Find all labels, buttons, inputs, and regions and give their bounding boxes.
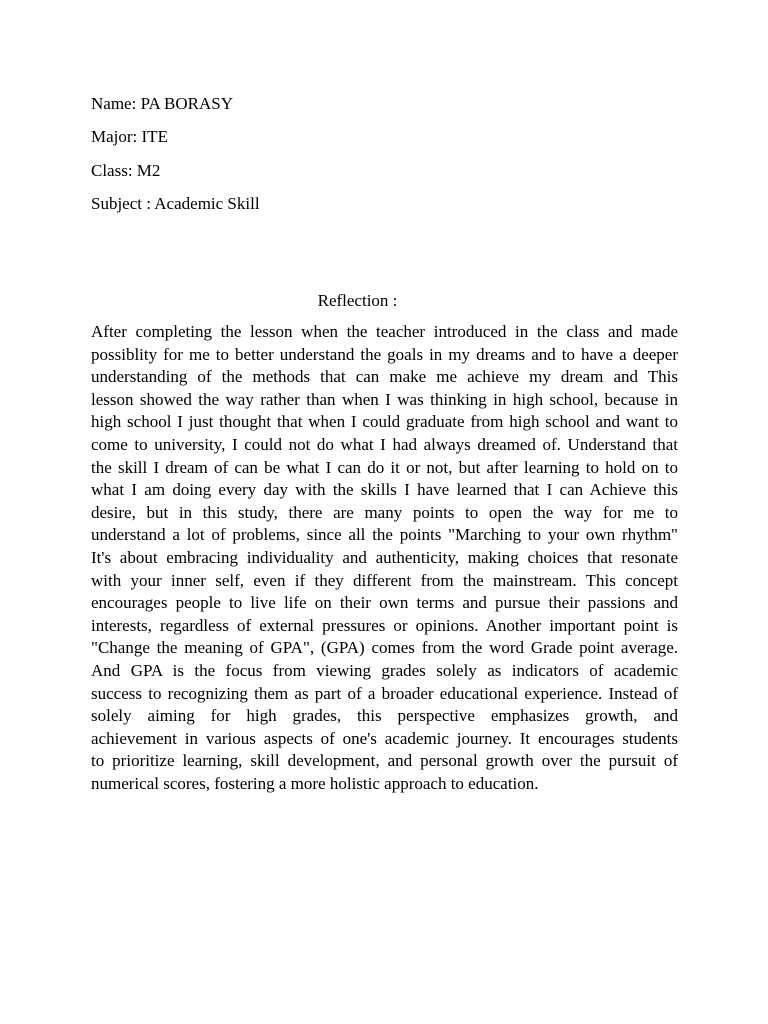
- reflection-heading: Reflection :: [317, 291, 398, 310]
- body-line: to prioritize learning, skill development, and personal growth over the pursuit of: [91, 751, 678, 771]
- major-line: Major: ITE: [91, 127, 168, 147]
- subject-line: Subject : Academic Skill: [91, 193, 260, 213]
- body-line: what I am doing every day with the skills I have learned that I can Achieve this: [91, 480, 678, 500]
- body-line: numerical scores, fostering a more holistic approach to education.: [91, 773, 539, 793]
- body-line: "Change the meaning of GPA", (GPA) comes from the word Grade point average.: [91, 638, 678, 658]
- body-line: understanding of the methods that can make me achieve my dream and This: [91, 367, 678, 387]
- body-line: And GPA is the focus from viewing grades solely as indicators of academic: [91, 660, 678, 680]
- body-line: interests, regardless of external pressures or opinions. Another important point is: [91, 615, 678, 635]
- body-line: It's about embracing individuality and authenticity, making choices that resonate: [91, 547, 678, 567]
- class-line: Class: M2: [91, 160, 161, 180]
- body-line: desire, but in this study, there are many points to open the way for me to: [91, 502, 678, 522]
- student-info: [91, 93, 651, 226]
- body-line: encourages people to live life on their own terms and pursue their passions and: [91, 593, 678, 613]
- reflection-body: [91, 321, 678, 795]
- body-line: After completing the lesson when the teacher introduced in the class and made: [91, 322, 678, 341]
- body-line: success to recognizing them as part of a broader educational experience. Instead of: [91, 683, 678, 703]
- body-line: possiblity for me to better understand the goals in my dreams and to have a deeper: [91, 344, 678, 364]
- body-line: high school I just thought that when I could graduate from high school and want to: [91, 412, 678, 432]
- body-line: achievement in various aspects of one's academic journey. It encourages students: [91, 728, 678, 748]
- body-line: with your inner self, even if they different from the mainstream. This concept: [91, 570, 678, 590]
- body-line: the skill I dream of can be what I can do it or not, but after learning to hold on to: [91, 457, 678, 477]
- body-line: understand a lot of problems, since all the points "Marching to your own rhythm": [91, 525, 678, 545]
- body-line: solely aiming for high grades, this perspective emphasizes growth, and: [91, 706, 678, 726]
- body-line: lesson showed the way rather than when I was thinking in high school, because in: [91, 389, 678, 409]
- body-line: come to university, I could not do what I had always dreamed of. Understand that: [91, 434, 678, 454]
- name-line: Name: PA BORASY: [91, 94, 234, 113]
